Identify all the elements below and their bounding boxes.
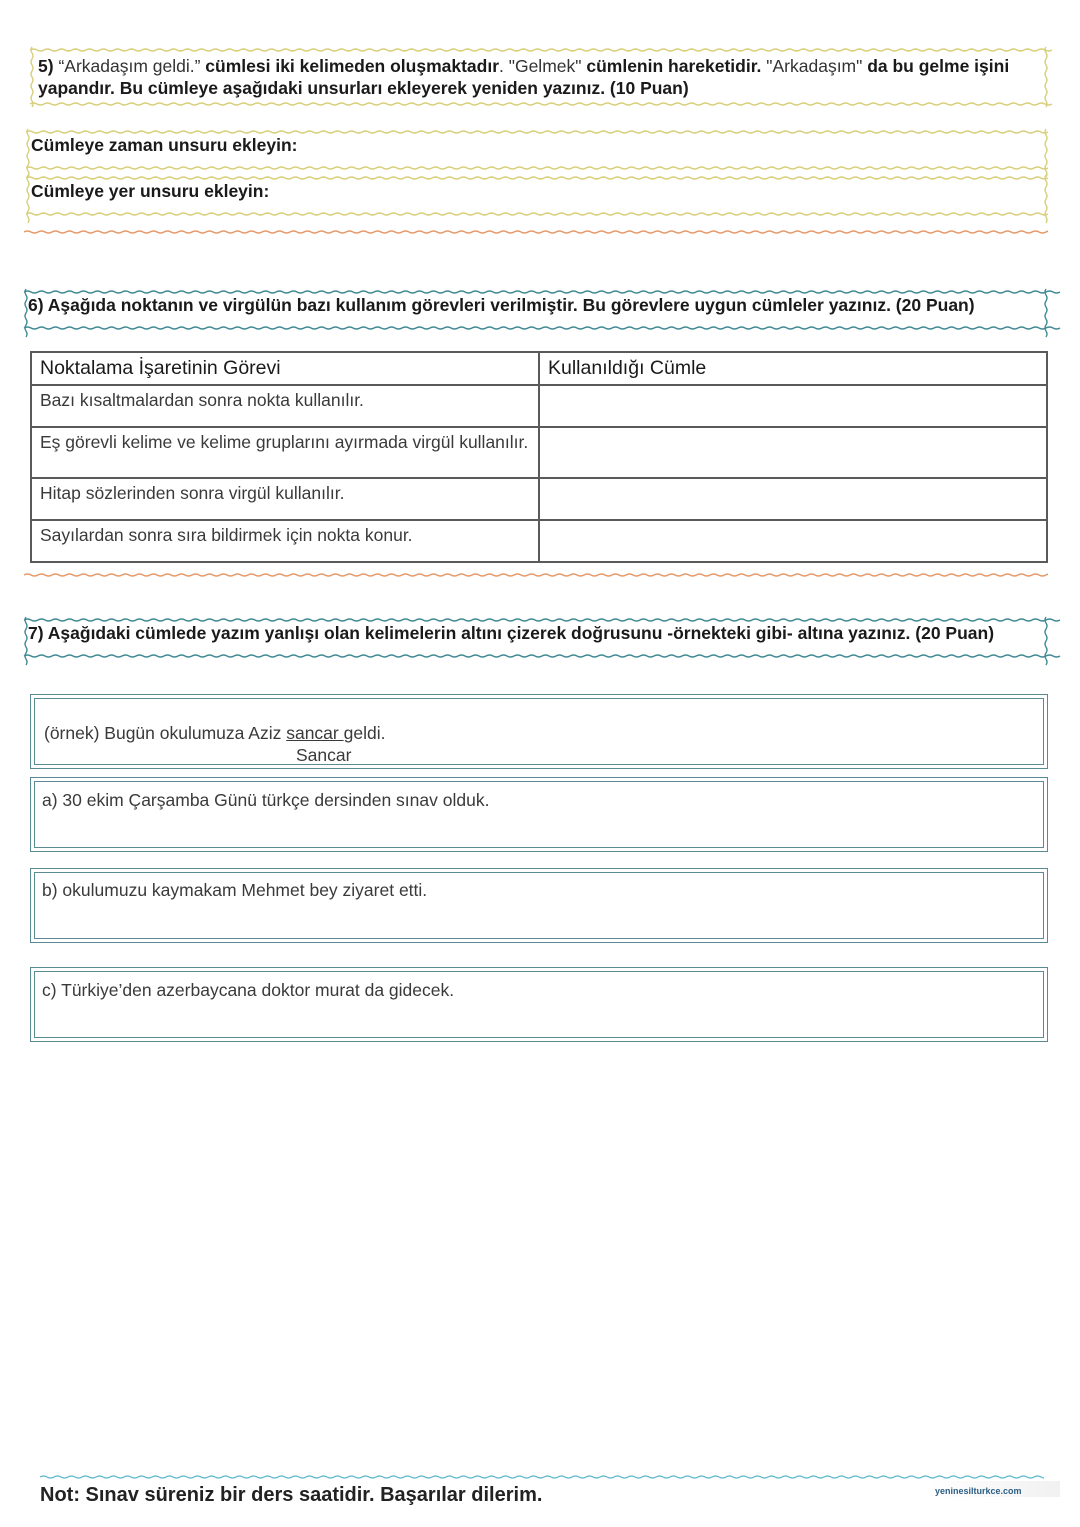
- function-cell: Sayılardan sonra sıra bildirmek için nokta konur.: [31, 520, 539, 562]
- sentence-answer-cell[interactable]: [539, 520, 1047, 562]
- sentence-answer-cell[interactable]: [539, 427, 1047, 478]
- q5-part5: da bu gelme işini: [862, 56, 1010, 76]
- place-prompt-label: [31, 180, 269, 202]
- footer-note: Not: Sınav süreniz bir ders saatidir. Başarılar dilerim.: [40, 1484, 543, 1506]
- column-header-function: Noktalama İşaretinin Görevi: [31, 352, 539, 385]
- q5-part1: cümlesi iki kelimeden oluşmaktadır: [200, 56, 500, 76]
- q5-part4: "Arkadaşım": [766, 56, 863, 76]
- q7-title: [28, 622, 994, 644]
- q6-title-text: 6) Aşağıda noktanın ve virgülün bazı kullanım görevleri verilmiştir. Bu görevlere uygun cümleler yazınız. (20 Puan): [28, 295, 975, 315]
- sentence-answer-cell[interactable]: [539, 478, 1047, 520]
- orange-wave-separator-1: [24, 228, 1048, 236]
- time-prompt-text: Cümleye zaman unsuru ekleyin:: [31, 135, 298, 155]
- item-b-text: b) okulumuzu kaymakam Mehmet bey ziyaret etti.: [42, 880, 428, 900]
- function-cell: Hitap sözlerinden sonra virgül kullanılır.: [31, 478, 539, 520]
- q5-number: 5): [38, 56, 54, 76]
- example-underlined-word: sancar: [286, 723, 344, 743]
- column-header-sentence: Kullanıldığı Cümle: [539, 352, 1047, 385]
- q6-question-box: [24, 289, 1048, 331]
- item-c-text: c) Türkiye’den azerbaycana doktor murat da gidecek.: [42, 980, 455, 1000]
- place-prompt-text: Cümleye yer unsuru ekleyin:: [31, 181, 270, 201]
- answer-box-a[interactable]: [30, 777, 1048, 852]
- orange-wave-separator-2: [24, 571, 1048, 579]
- footer-blue-wave-line: [40, 1473, 1044, 1481]
- sentence-answer-cell[interactable]: [539, 385, 1047, 427]
- example-after: geldi.: [343, 723, 386, 743]
- q5-part2: . "Gelmek": [499, 56, 582, 76]
- function-cell: Bazı kısaltmalardan sonra nokta kullanılır.: [31, 385, 539, 427]
- item-a-text: a) 30 ekim Çarşamba Günü türkçe dersinden sınav olduk.: [42, 790, 490, 810]
- time-prompt-label: [31, 134, 297, 156]
- q5-question-text: [38, 55, 1043, 99]
- q7-question-box: [24, 617, 1048, 659]
- footer-site-link[interactable]: yeninesilturkce.com: [935, 1486, 1022, 1496]
- example-box: [30, 694, 1048, 769]
- q5-question-box: [30, 47, 1048, 107]
- q5-line2: yapandır. Bu cümleye aşağıdaki unsurları ekleyerek yeniden yazınız. (10 Puan): [38, 78, 689, 98]
- answer-box-c[interactable]: [30, 967, 1048, 1042]
- q5-part3: cümlenin hareketidir.: [581, 56, 767, 76]
- function-cell: Eş görevli kelime ve kelime gruplarını ayırmada virgül kullanılır.: [31, 427, 539, 478]
- answer-box-b[interactable]: [30, 868, 1048, 943]
- example-before: (örnek) Bugün okulumuza Aziz: [44, 723, 287, 743]
- q5-place-prompt-box[interactable]: [26, 175, 1048, 217]
- q6-title: [28, 294, 975, 316]
- q7-title-text: 7) Aşağıdaki cümlede yazım yanlışı olan kelimelerin altını çizerek doğrusunu -örnekteki gibi- altına yazınız. (20 Puan): [28, 623, 995, 643]
- q5-quote-sentence: “Arkadaşım geldi.”: [58, 56, 201, 76]
- example-correction: Sancar: [296, 745, 352, 765]
- example-sentence: [44, 723, 385, 744]
- punctuation-table: [30, 351, 1048, 563]
- q5-time-prompt-box[interactable]: [26, 129, 1048, 171]
